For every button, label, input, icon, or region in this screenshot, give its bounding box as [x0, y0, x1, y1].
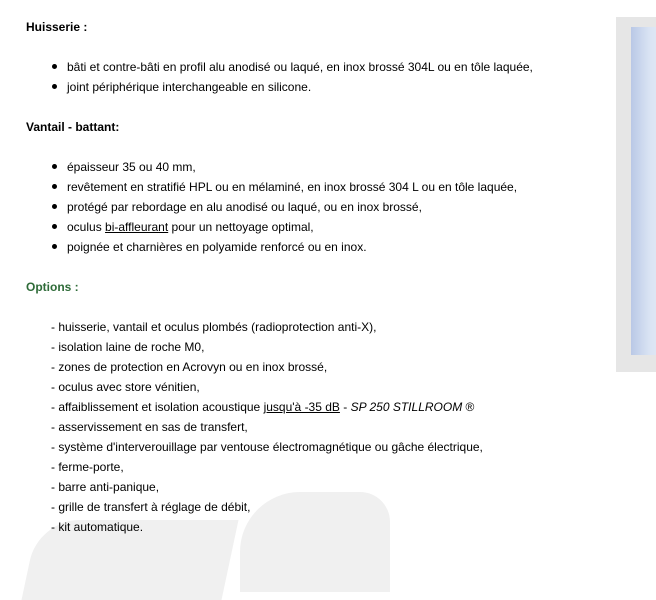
bullet-icon: [52, 224, 57, 229]
options-item: - huisserie, vantail et oculus plombés (radioprotection anti-X),: [51, 320, 377, 334]
acoustic-prefix: - affaiblissement et isolation acoustique: [51, 400, 264, 414]
options-item-acoustic: [51, 400, 474, 414]
bullet-icon: [52, 184, 57, 189]
oculus-prefix: oculus: [67, 220, 106, 234]
acoustic-db-link[interactable]: jusqu'à -35 dB: [263, 400, 340, 414]
options-heading: Options :: [26, 280, 79, 294]
options-item: - zones de protection en Acrovyn ou en inox brossé,: [51, 360, 328, 374]
options-item: - asservissement en sas de transfert,: [51, 420, 248, 434]
vantail-item-text: épaisseur 35 ou 40 mm,: [67, 160, 196, 174]
bullet-icon: [52, 244, 57, 249]
acoustic-separator: -: [339, 400, 351, 414]
vantail-item-text: protégé par rebordage en alu anodisé ou laqué, ou en inox brossé,: [67, 200, 422, 214]
options-item: - isolation laine de roche M0,: [51, 340, 205, 354]
huisserie-heading: Huisserie :: [26, 20, 88, 34]
options-item: - grille de transfert à réglage de débit,: [51, 500, 251, 514]
bullet-icon: [52, 84, 57, 89]
options-item: - ferme-porte,: [51, 460, 124, 474]
oculus-suffix: pour un nettoyage optimal,: [168, 220, 314, 234]
huisserie-item-text: joint périphérique interchangeable en silicone.: [67, 80, 312, 94]
vantail-item-text: revêtement en stratifié HPL ou en mélaminé, en inox brossé 304 L ou en tôle laquée,: [67, 180, 518, 194]
background-shape-right: [240, 492, 390, 592]
bullet-icon: [52, 204, 57, 209]
bullet-icon: [52, 64, 57, 69]
options-item: - kit automatique.: [51, 520, 144, 534]
huisserie-item-text: bâti et contre-bâti en profil alu anodisé ou laqué, en inox brossé 304L ou en tôle laquée,: [67, 60, 533, 74]
vantail-item-text: poignée et charnières en polyamide renforcé ou en inox.: [67, 240, 367, 254]
bi-affleurant-link[interactable]: bi-affleurant: [105, 220, 169, 234]
options-item: - barre anti-panique,: [51, 480, 160, 494]
vantail-heading: Vantail - battant:: [26, 120, 120, 134]
side-image-panel: [631, 27, 656, 355]
registered-mark: ®: [462, 400, 475, 414]
side-image-frame: [616, 17, 656, 372]
bullet-icon: [52, 164, 57, 169]
options-item: - système d'interverouillage par ventouse électromagnétique ou gâche électrique,: [51, 440, 483, 454]
vantail-item-text: [67, 220, 314, 234]
options-item: - oculus avec store vénitien,: [51, 380, 200, 394]
acoustic-product-name: SP 250 STILLROOM: [350, 400, 463, 414]
